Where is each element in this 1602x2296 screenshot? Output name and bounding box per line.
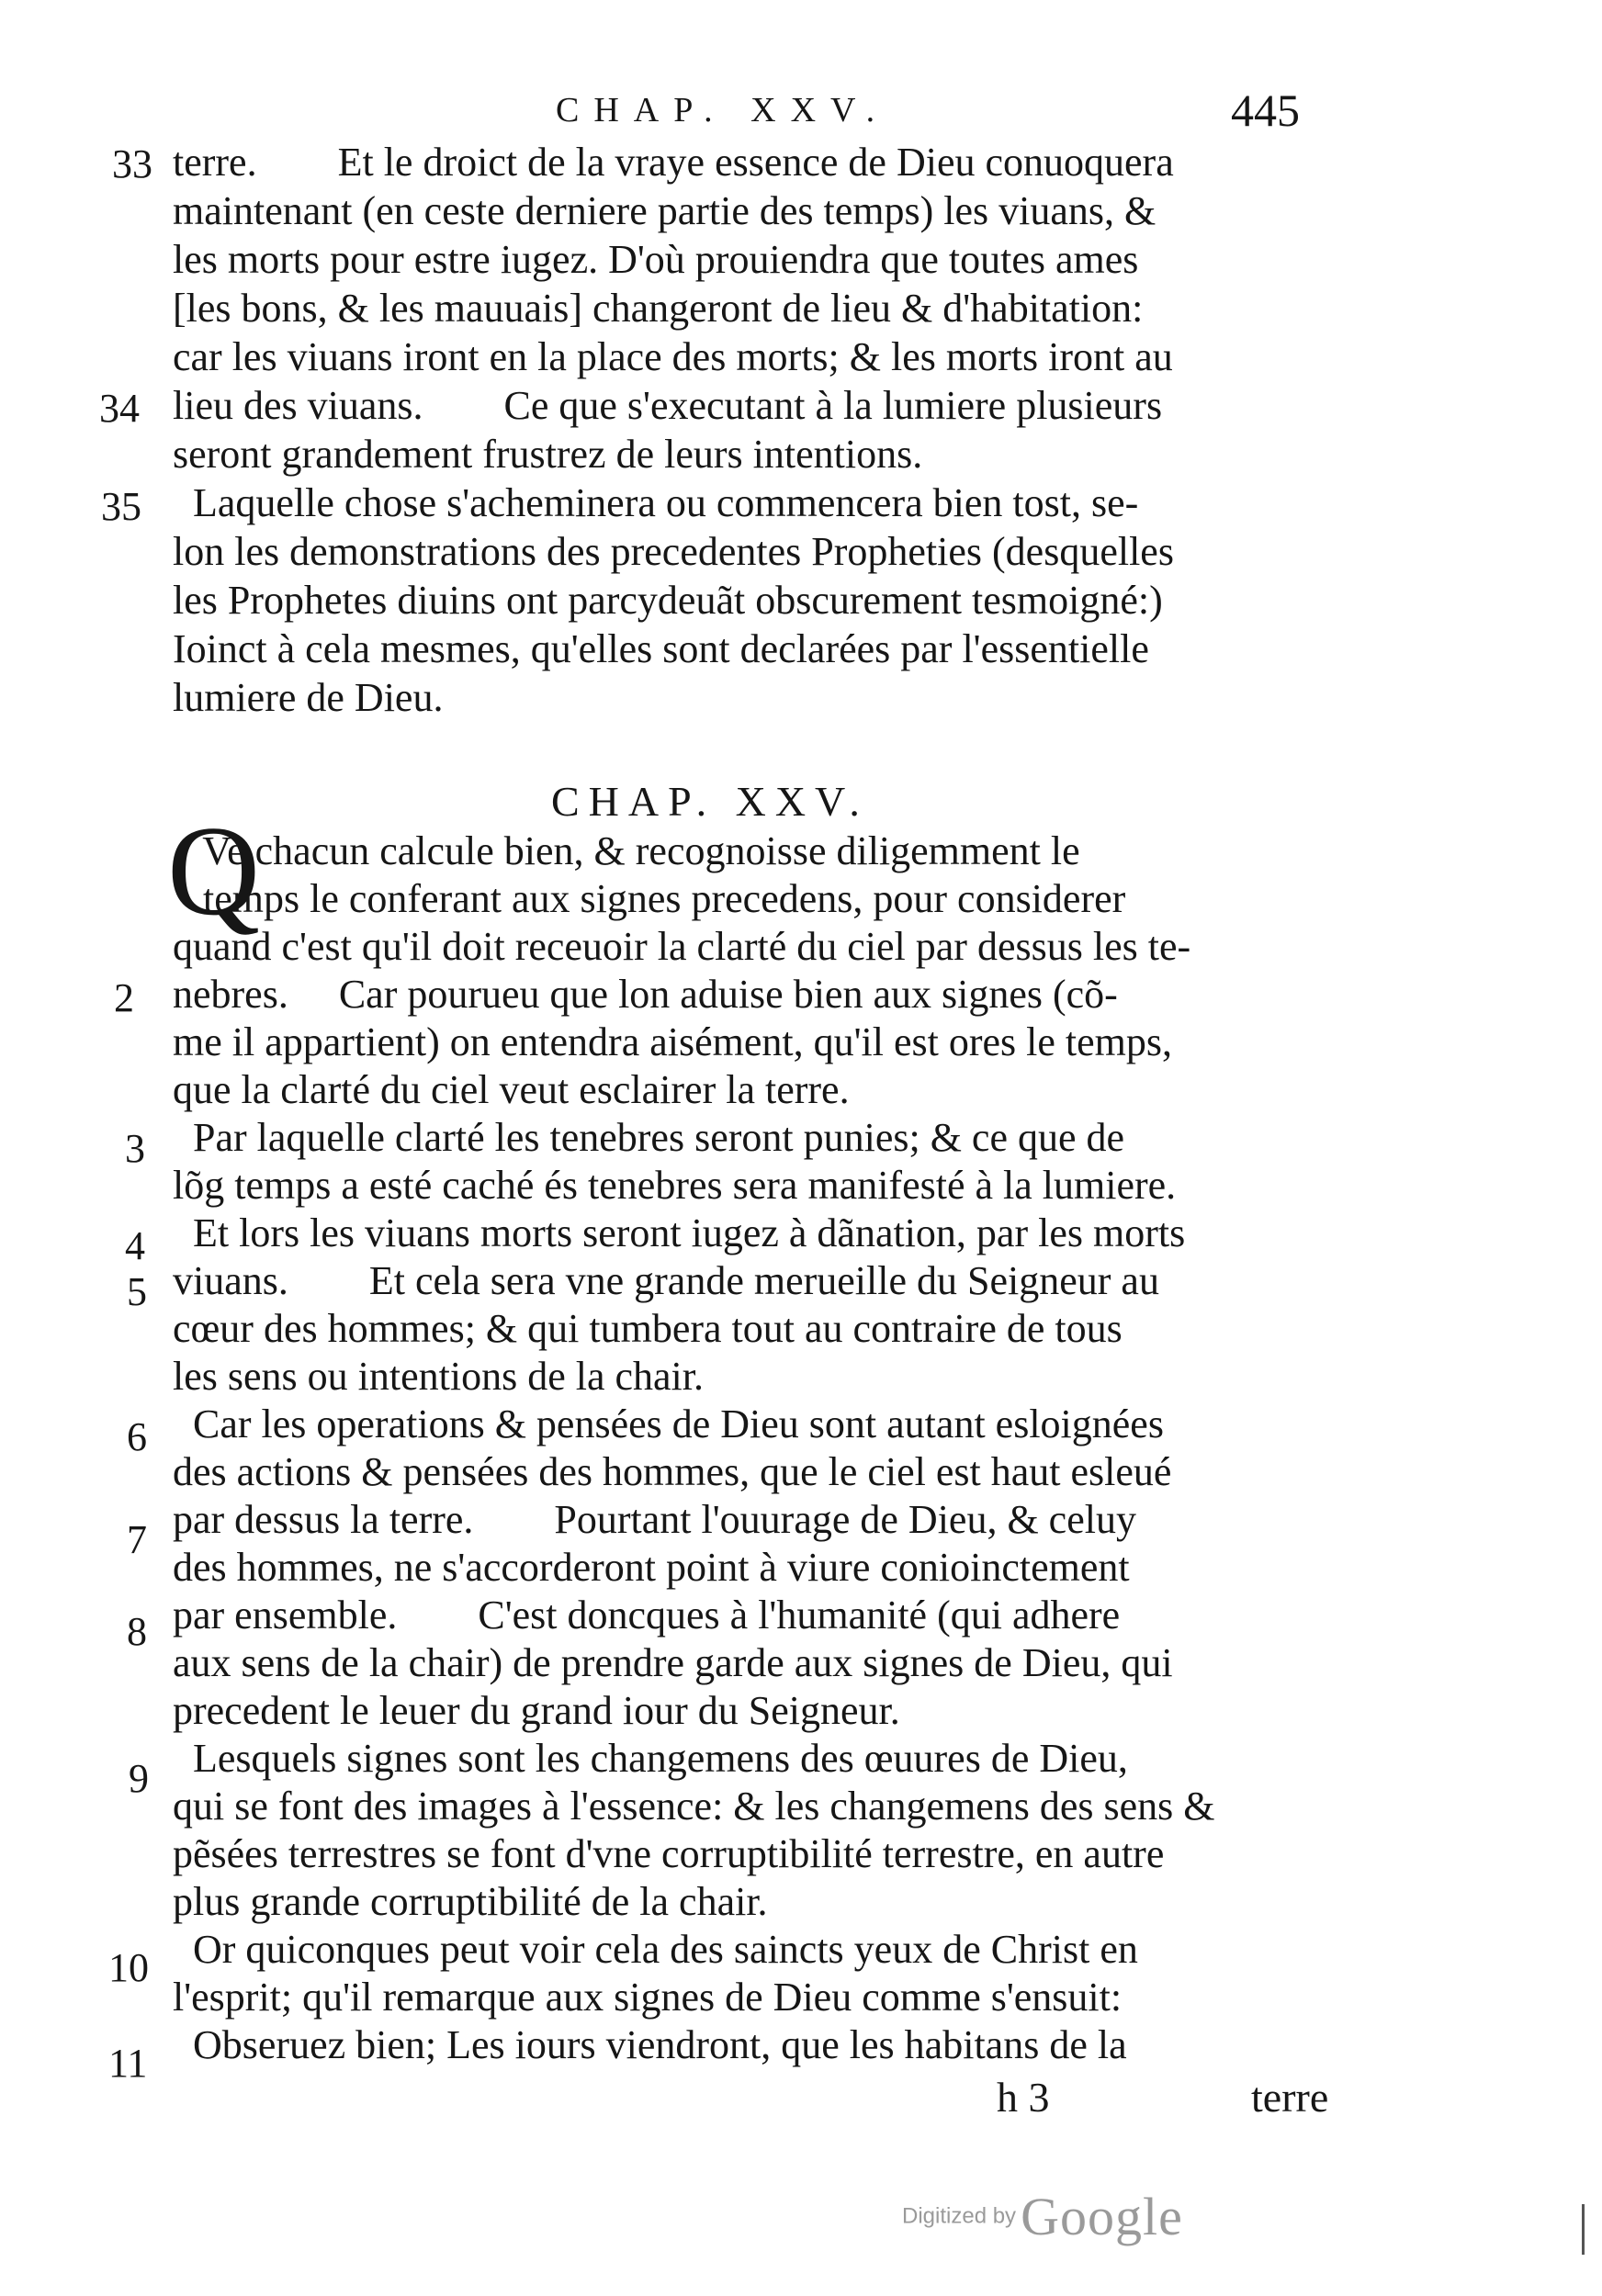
verse-number: 11 xyxy=(108,2041,148,2086)
text-line: maintenant (en ceste derniere partie des temps) les viuans, & xyxy=(173,188,1156,233)
text-line: Et lors les viuans morts seront iugez à dãnation, par les morts xyxy=(173,1210,1186,1255)
text-line: aux sens de la chair) de prendre garde aux signes de Dieu, qui xyxy=(173,1640,1173,1685)
text-line: plus grande corruptibilité de la chair. xyxy=(173,1879,768,1924)
text-line: Par laquelle clarté les tenebres seront punies; & ce que de xyxy=(173,1115,1125,1160)
page-number: 445 xyxy=(1231,84,1300,136)
running-head: CHAP. XXV. xyxy=(556,91,890,129)
google-logo: Google xyxy=(1021,2187,1183,2246)
text-line: quand c'est qu'il doit receuoir la clarté du ciel par dessus les te- xyxy=(173,924,1191,969)
text-line: Laquelle chose s'acheminera ou commencera bien tost, se- xyxy=(173,480,1139,525)
text-line: Obseruez bien; Les iours viendront, que les habitans de la xyxy=(173,2022,1127,2067)
verse-number: 34 xyxy=(99,386,140,431)
text-line: Ve chacun calcule bien, & recognoisse diligemment le xyxy=(173,828,1080,873)
text-line: [les bons, & les mauuais] changeront de lieu & d'habitation: xyxy=(173,286,1144,331)
text-line: lieu des viuans. Ce que s'executant à la lumiere plusieurs xyxy=(173,383,1163,428)
text-line: nebres. Car pourueu que lon aduise bien aux signes (cõ- xyxy=(173,972,1118,1017)
text-line: par ensemble. C'est doncques à l'humanité (qui adhere xyxy=(173,1593,1121,1638)
text-line: lon les demonstrations des precedentes Propheties (desquelles xyxy=(173,529,1174,574)
text-line: Car les operations & pensées de Dieu sont autant esloignées xyxy=(173,1401,1164,1446)
verse-number: 9 xyxy=(129,1756,149,1801)
text-line: par dessus la terre. Pourtant l'ouurage de Dieu, & celuy xyxy=(173,1497,1136,1542)
text-line: terre. Et le droict de la vraye essence de Dieu conuoquera xyxy=(173,140,1174,185)
text-line: des hommes, ne s'accorderont point à viure conioinctement xyxy=(173,1545,1130,1590)
text-line: qui se font des images à l'essence: & les changemens des sens & xyxy=(173,1784,1215,1829)
catchword: terre xyxy=(1251,2074,1329,2121)
text-line: Or quiconques peut voir cela des saincts yeux de Christ en xyxy=(173,1927,1138,1972)
verse-number: 6 xyxy=(127,1414,147,1459)
verse-number: 4 xyxy=(125,1223,145,1268)
digitized-watermark xyxy=(902,2186,1233,2246)
verse-number: 33 xyxy=(112,141,152,186)
text-line: les morts pour estre iugez. D'où prouiendra que toutes ames xyxy=(173,237,1139,282)
text-line: les Prophetes diuins ont parcydeuãt obscurement tesmoigné:) xyxy=(173,578,1163,623)
text-line: precedent le leuer du grand iour du Seigneur. xyxy=(173,1688,900,1733)
text-line: Ioinct à cela mesmes, qu'elles sont declarées par l'essentielle xyxy=(173,626,1149,671)
text-line: car les viuans iront en la place des morts; & les morts iront au xyxy=(173,334,1173,379)
verse-number: 35 xyxy=(101,484,141,529)
text-line: l'esprit; qu'il remarque aux signes de Dieu comme s'ensuit: xyxy=(173,1975,1123,2020)
drop-cap: Q xyxy=(167,800,261,942)
signature-mark: h 3 xyxy=(997,2074,1050,2121)
verse-number: 8 xyxy=(127,1609,147,1654)
text-line: pẽsées terrestres se font d'vne corruptibilité terrestre, en autre xyxy=(173,1831,1165,1876)
text-line: seront grandement frustrez de leurs intentions. xyxy=(173,432,923,477)
verse-number: 2 xyxy=(114,975,134,1020)
text-line: Lesquels signes sont les changemens des œuures de Dieu, xyxy=(173,1736,1128,1781)
text-line: me il appartient) on entendra aisément, qu'il est ores le temps, xyxy=(173,1019,1173,1064)
verse-number: 10 xyxy=(108,1945,149,1990)
chapter-heading: CHAP. XXV. xyxy=(551,778,869,825)
text-line: temps le conferant aux signes precedens, pour considerer xyxy=(173,876,1126,921)
text-line: que la clarté du ciel veut esclairer la terre. xyxy=(173,1067,850,1112)
verse-number: 5 xyxy=(127,1269,147,1314)
text-line: cœur des hommes; & qui tumbera tout au contraire de tous xyxy=(173,1306,1123,1351)
text-line: lõg temps a esté caché és tenebres sera manifesté à la lumiere. xyxy=(173,1163,1177,1208)
digitized-label: Digitized by xyxy=(902,2203,1017,2229)
text-line: viuans. Et cela sera vne grande merueille du Seigneur au xyxy=(173,1258,1159,1303)
scan-edge-mark xyxy=(1582,2204,1585,2255)
text-line: des actions & pensées des hommes, que le ciel est haut esleué xyxy=(173,1449,1172,1494)
text-line: les sens ou intentions de la chair. xyxy=(173,1354,704,1399)
verse-number: 3 xyxy=(125,1126,145,1171)
verse-number: 7 xyxy=(127,1517,147,1562)
text-line: lumiere de Dieu. xyxy=(173,675,444,720)
